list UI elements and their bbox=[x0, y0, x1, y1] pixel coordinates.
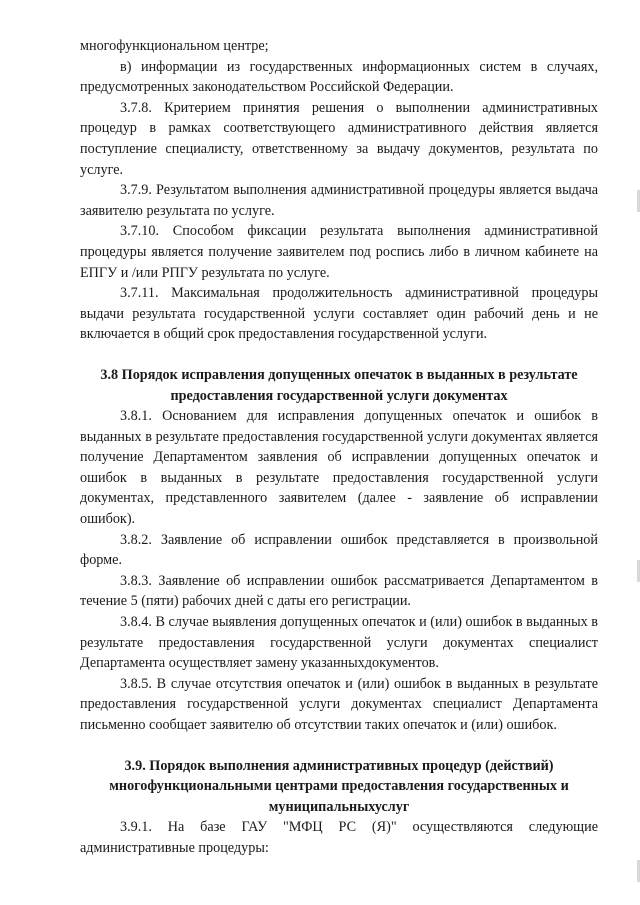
paragraph-3-8-3: 3.8.3. Заявление об исправлении ошибок рассматривается Департаментом в течение 5 (пяти) рабочих дней с даты его регистрации. bbox=[80, 572, 598, 610]
section-heading-line: 3.8 Порядок исправления допущенных опечаток в выданных в результате bbox=[100, 366, 578, 383]
document-page bbox=[80, 36, 598, 859]
paragraph-item-v: в) информации из государственных информационных систем в случаях, предусмотренных законодательством Российской Федерации. bbox=[80, 58, 598, 96]
paragraph-3-7-11: 3.7.11. Максимальная продолжительность административной процедуры выдачи результата государственной услуги составляет один рабочий день и не включается в общий срок предоставления государственной услуги. bbox=[80, 285, 598, 343]
section-3-8-heading bbox=[80, 365, 598, 406]
paragraph-3-7-10: 3.7.10. Способом фиксации результата выполнения административной процедуры является получение заявителем под роспись либо в личном кабинете на ЕПГУ и /или РПГУ результата по услуге. bbox=[80, 223, 598, 281]
section-heading-line: многофункциональными центрами предоставления государственных и bbox=[109, 778, 569, 795]
paragraph-3-8-5: 3.8.5. В случае отсутствия опечаток и (или) ошибок в выданных в результате предоставления государственной услуги документах специалист Департамента письменно сообщает заявителю об отсутствии таких опечаток и (или) ошибок. bbox=[80, 675, 598, 733]
paragraph-3-8-2: 3.8.2. Заявление об исправлении ошибок представляется в произвольной форме. bbox=[80, 531, 598, 569]
paragraph-3-7-9: 3.7.9. Результатом выполнения административной процедуры является выдача заявителю результата по услуге. bbox=[80, 182, 598, 219]
section-3-9-heading bbox=[80, 756, 598, 818]
paragraph-3-7-8: 3.7.8. Критерием принятия решения о выполнении административных процедур в рамках соответствующего административного действия является поступление специалисту, ответственному за выдачу документов, результата по услуге. bbox=[80, 99, 598, 178]
paragraph-3-9-1: 3.9.1. На базе ГАУ "МФЦ РС (Я)" осуществляются следующие административные процедуры: bbox=[80, 819, 598, 856]
section-heading-line: предоставления государственной услуги документах bbox=[170, 387, 508, 404]
paragraph-continuation: многофункциональном центре; bbox=[80, 38, 269, 54]
paragraph-3-8-4: 3.8.4. В случае выявления допущенных опечаток и (или) ошибок в выданных в результате предоставления государственной услуги документах специалист Департамента осуществляет замену указанныхдокументов. bbox=[80, 614, 598, 672]
section-heading-line: 3.9. Порядок выполнения административных процедур (действий) bbox=[124, 757, 554, 774]
paragraph-3-8-1: 3.8.1. Основанием для исправления допущенных опечаток и ошибок в выданных в результате предоставления государственной услуги документах является получение Департаментом заявления об исправлении допущенных опечаток и ошибок в выданных в результате предоставления государственной услуги документах, представленного заявителем (далее - заявление об исправлении ошибок). bbox=[80, 408, 598, 528]
section-heading-line: муниципальныхуслуг bbox=[268, 798, 410, 815]
